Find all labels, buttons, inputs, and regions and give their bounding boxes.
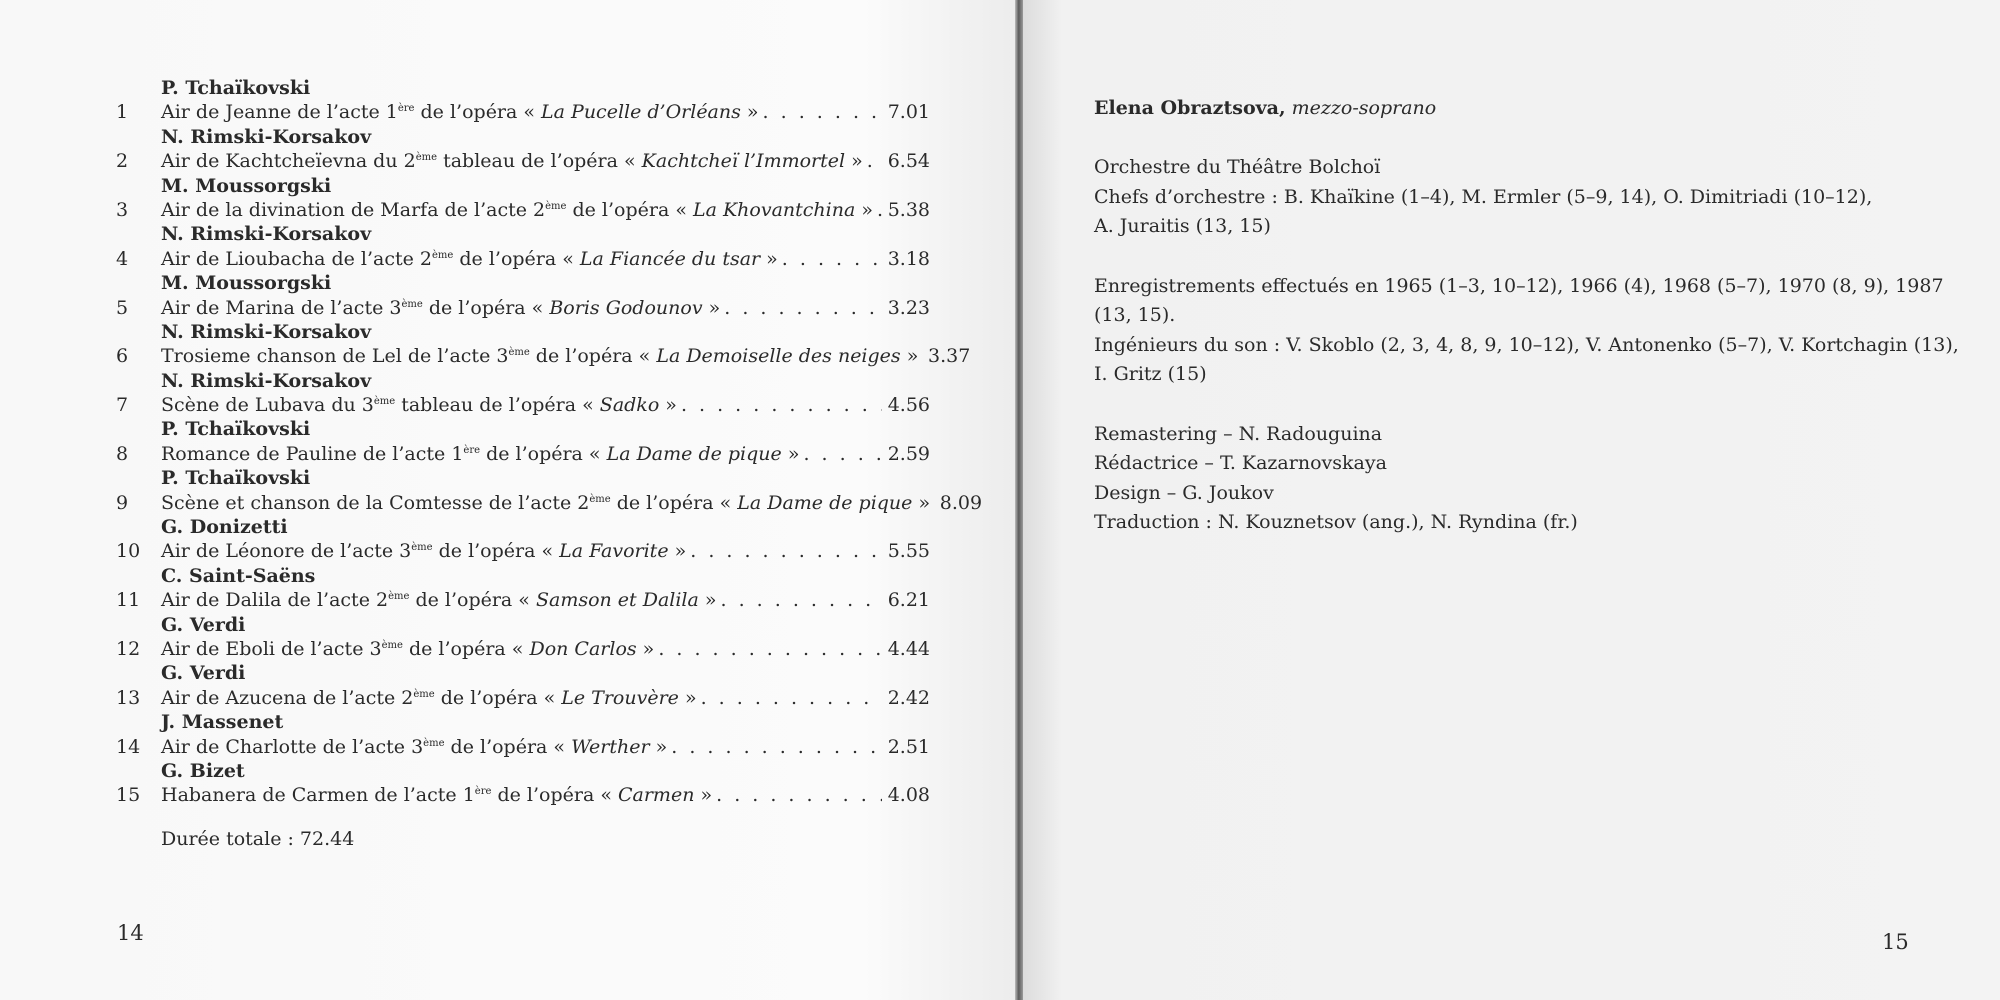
track-number: 4 [116, 247, 129, 270]
track-row [116, 735, 930, 759]
credit-line: Rédactrice – T. Kazarnovskaya [1094, 452, 1387, 475]
track-title-part: ère [397, 103, 415, 115]
dot-leader [701, 686, 882, 710]
composer-name: G. Donizetti [161, 516, 288, 539]
composer-name: G. Verdi [161, 662, 246, 685]
track-row [116, 344, 971, 368]
track-title-part: ème [413, 688, 435, 700]
track-row [116, 783, 930, 807]
track-title-part: Air de Azucena de l’acte 2 [161, 686, 414, 709]
dot-leader [867, 149, 882, 173]
dot-leader [763, 100, 882, 124]
credits-block [1094, 94, 1974, 538]
track-duration: 2.51 [887, 735, 930, 758]
artist-credit [1094, 94, 1974, 124]
track-title-part: de l’opéra « [529, 345, 657, 368]
track-row [116, 491, 983, 515]
track-title-part: Air de Marina de l’acte 3 [161, 296, 402, 319]
track-title-part: ème [508, 347, 530, 359]
dot-leader [724, 296, 882, 320]
credit-line: Chefs d’orchestre : B. Khaïkine (1–4), M. Ermler (5–9, 14), O. Dimitriadi (10–12), [1094, 185, 1873, 208]
credit-line: Traduction : N. Kouznetsov (ang.), N. Ryndina (fr.) [1094, 511, 1578, 534]
track-title-part: Romance de Pauline de l’acte 1 [161, 442, 464, 465]
track-number: 9 [116, 491, 129, 514]
track-title-part: Samson et Dalila [535, 589, 699, 612]
track-title-part: ème [432, 249, 454, 261]
track-title [161, 247, 778, 271]
credit-line: Enregistrements effectués en 1965 (1–3, 10–12), 1966 (4), 1968 (5–7), 1970 (8, 9), 1987 (13, 15). [1094, 274, 1944, 327]
track-title [161, 783, 712, 807]
track-title-part: Boris Godounov [549, 296, 703, 319]
artist-name: Elena Obraztsova, [1094, 97, 1286, 119]
track-row [116, 198, 930, 222]
track-title-part: Habanera de Carmen de l’acte 1 [161, 784, 475, 807]
track-title-part: La Dame de pique [606, 442, 782, 465]
track-title-part: Air de Dalila de l’acte 2 [161, 589, 389, 612]
track-number: 7 [116, 394, 129, 417]
track-title-part: ème [401, 298, 423, 310]
dot-leader [658, 637, 882, 661]
composer-name: P. Tchaïkovski [161, 418, 311, 441]
track-title-part: ère [463, 444, 481, 456]
track-title-part: de l’opéra « [422, 296, 550, 319]
track-title-part: La Favorite [559, 540, 669, 563]
track-row [116, 637, 930, 661]
track-title-part: Air de Charlotte de l’acte 3 [161, 735, 424, 758]
composer-name: J. Massenet [161, 711, 284, 734]
composer-name: N. Rimski-Korsakov [161, 125, 372, 148]
track-title-part: de l’opéra « [453, 247, 580, 270]
credit-line: A. Juraitis (13, 15) [1094, 215, 1271, 238]
track-title-part: La Fiancée du tsar [579, 247, 761, 270]
track-row [116, 442, 930, 466]
track-duration: 5.55 [887, 540, 930, 563]
track-title-part: Air de la divination de Marfa de l’acte 2 [161, 198, 546, 221]
track-title-part: » [702, 296, 721, 319]
track-title-part: ère [474, 786, 492, 798]
total-duration: Durée totale : 72.44 [161, 828, 355, 850]
track-number: 11 [116, 589, 141, 612]
track-title-part: » [698, 589, 717, 612]
dot-leader [803, 442, 882, 466]
book-spine [1015, 0, 1023, 1000]
track-duration: 6.21 [887, 589, 930, 612]
track-title-part: » [760, 247, 778, 270]
track-title-part: de l’opéra « [414, 101, 542, 124]
track-title-part: de l’opéra « [480, 442, 607, 465]
track-title-part: » [649, 735, 668, 758]
track-title [161, 442, 799, 466]
track-row [116, 686, 930, 710]
track-title [161, 100, 759, 124]
track-title-part: La Pucelle d’Orléans [541, 101, 741, 124]
credit-line: I. Gritz (15) [1094, 363, 1207, 386]
track-title-part: Scène de Lubava du 3 [161, 394, 374, 417]
track-title-part: ème [381, 639, 403, 651]
track-row [116, 539, 930, 563]
composer-name: N. Rimski-Korsakov [161, 369, 372, 392]
track-title-part: » [900, 345, 919, 368]
composer-name: G. Bizet [161, 759, 245, 782]
track-number: 3 [116, 198, 129, 221]
track-duration: 8.09 [939, 491, 983, 514]
track-row [116, 100, 930, 124]
dot-leader [690, 539, 882, 563]
composer-name: P. Tchaïkovski [161, 77, 311, 99]
track-title-part: Scène et chanson de la Comtesse de l’acte 2 [161, 491, 590, 514]
track-number: 13 [116, 686, 141, 709]
page-number-right: 15 [1882, 930, 1909, 954]
track-title-part: ème [411, 542, 433, 554]
track-title-part: La Demoiselle des neiges [656, 345, 901, 368]
track-number: 14 [116, 735, 141, 758]
track-duration: 3.23 [887, 296, 930, 319]
track-title [161, 735, 667, 759]
track-duration: 4.44 [887, 637, 930, 660]
dot-leader [782, 247, 882, 271]
track-title [161, 344, 918, 368]
track-title [161, 539, 686, 563]
track-row [116, 393, 930, 417]
track-duration: 6.54 [887, 150, 930, 173]
track-number: 8 [116, 442, 129, 465]
track-title-part: La Khovantchina [693, 198, 856, 221]
track-title-part: de l’opéra « [610, 491, 738, 514]
composer-name: P. Tchaïkovski [161, 467, 311, 490]
track-title-part: » [678, 686, 697, 709]
track-number: 2 [116, 150, 129, 173]
dot-leader [671, 735, 882, 759]
track-duration: 2.59 [887, 442, 930, 465]
track-title-part: tableau de l’opéra « [395, 394, 600, 417]
track-title-part: Air de Jeanne de l’acte 1 [161, 101, 398, 124]
track-number: 15 [116, 784, 141, 807]
credit-line: Orchestre du Théâtre Bolchoï [1094, 156, 1381, 179]
dot-leader [716, 783, 882, 807]
track-title-part: » [845, 150, 863, 173]
track-title-part: de l’opéra « [444, 735, 572, 758]
track-title [161, 588, 717, 612]
track-title-part: » [740, 101, 759, 124]
track-number: 6 [116, 345, 129, 368]
track-duration: 4.56 [887, 394, 930, 417]
track-title-part: de l’opéra « [409, 589, 536, 612]
track-title-part: Carmen [617, 784, 695, 807]
track-number: 1 [116, 101, 129, 124]
track-duration: 5.38 [887, 198, 930, 221]
track-title-part: Air de Léonore de l’acte 3 [161, 540, 412, 563]
composer-name: C. Saint-Saëns [161, 564, 316, 587]
track-title [161, 491, 930, 515]
track-title-part: Werther [571, 735, 650, 758]
track-title-part: » [659, 394, 677, 417]
tracklist [116, 76, 983, 808]
track-title-part: » [855, 198, 873, 221]
artist-role: mezzo-soprano [1291, 97, 1437, 119]
track-title-part: Air de Kachtcheïevna du 2 [161, 150, 416, 173]
track-title-part: ème [423, 737, 445, 749]
track-title [161, 637, 654, 661]
track-duration: 3.18 [887, 247, 930, 270]
credit-line: Remastering – N. Radouguina [1094, 422, 1383, 445]
credit-line: Ingénieurs du son : V. Skoblo (2, 3, 4, 8, 9, 10–12), V. Antonenko (5–7), V. Kortchagin (13), [1094, 333, 1959, 356]
track-row [116, 149, 930, 173]
track-title-part: Trosieme chanson de Lel de l’acte 3 [161, 345, 509, 368]
track-title-part: ème [388, 591, 410, 603]
track-title-part: ème [415, 152, 438, 164]
track-title-part: Kachtcheï l’Immortel [641, 150, 846, 173]
track-title-part: de l’opéra « [402, 637, 530, 660]
composer-name: N. Rimski-Korsakov [161, 320, 372, 343]
track-title-part: de l’opéra « [434, 686, 562, 709]
page-number-left: 14 [117, 921, 144, 945]
track-title [161, 296, 720, 320]
track-title [161, 198, 873, 222]
track-title-part: de l’opéra « [432, 540, 560, 563]
track-title-part: Don Carlos [529, 637, 637, 660]
composer-name: G. Verdi [161, 613, 246, 636]
track-title-part: La Dame de pique [737, 491, 913, 514]
track-title-part: de l’opéra « [566, 198, 693, 221]
composer-name: M. Moussorgski [161, 174, 332, 197]
track-title-part: Air de Eboli de l’acte 3 [161, 637, 382, 660]
dot-leader [681, 393, 882, 417]
track-duration: 3.37 [928, 345, 971, 368]
credit-line: Design – G. Joukov [1094, 481, 1274, 504]
track-title-part: » [636, 637, 655, 660]
track-duration: 4.08 [887, 784, 930, 807]
track-number: 10 [116, 540, 141, 563]
track-title-part: de l’opéra « [491, 784, 618, 807]
track-title-part: » [668, 540, 687, 563]
track-row [116, 296, 930, 320]
track-duration: 7.01 [887, 101, 930, 124]
track-title [161, 149, 863, 173]
track-title-part: tableau de l’opéra « [437, 150, 642, 173]
track-title-part: ème [589, 493, 611, 505]
track-title-part: » [781, 442, 800, 465]
track-title-part: Air de Lioubacha de l’acte 2 [161, 247, 433, 270]
composer-name: M. Moussorgski [161, 272, 332, 295]
track-title [161, 686, 697, 710]
track-title-part: Sadko [599, 394, 660, 417]
track-duration: 2.42 [887, 686, 930, 709]
track-title [161, 393, 677, 417]
track-title-part: » [694, 784, 713, 807]
composer-name: N. Rimski-Korsakov [161, 223, 372, 246]
track-row [116, 588, 930, 612]
dot-leader [877, 198, 882, 222]
track-title-part: ème [373, 396, 396, 408]
track-row [116, 247, 930, 271]
track-title-part: Le Trouvère [561, 686, 679, 709]
track-title-part: ème [545, 200, 567, 212]
track-title-part: » [912, 491, 931, 514]
dot-leader [721, 588, 882, 612]
track-number: 5 [116, 296, 129, 319]
track-number: 12 [116, 637, 141, 660]
